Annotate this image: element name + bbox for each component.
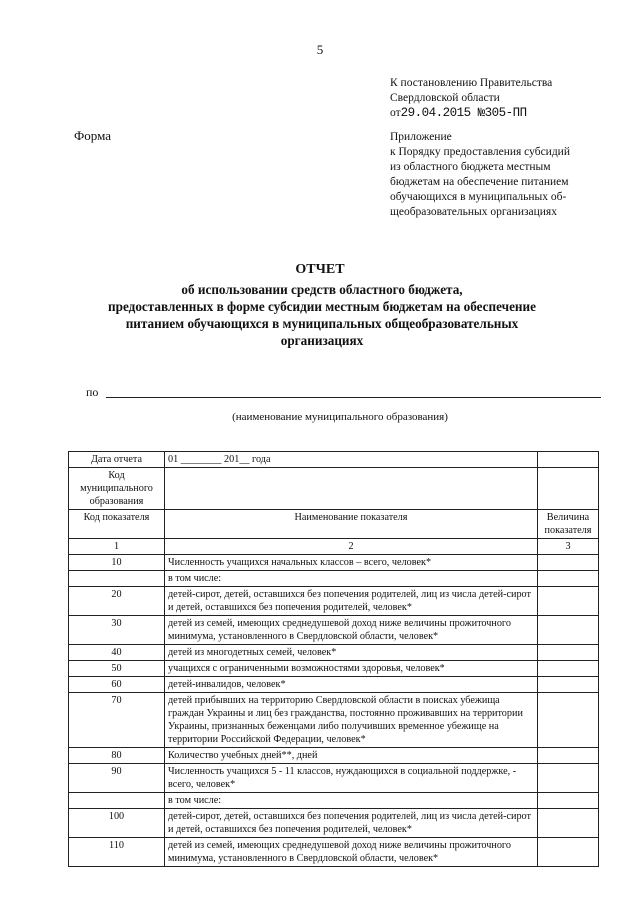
- municipality-name-caption: (наименование муниципального образования): [232, 411, 448, 423]
- municipality-code-extra: [538, 468, 599, 510]
- indicator-name: детей-инвалидов, человек*: [165, 677, 538, 693]
- indicator-name: детей из многодетных семей, человек*: [165, 645, 538, 661]
- decree-reference: [390, 76, 552, 121]
- decree-line: К постановлению Правительства: [390, 77, 553, 89]
- subtitle-line: организациях: [280, 333, 364, 348]
- indicator-name: учащихся с ограниченными возможностями здоровья, человек*: [165, 661, 538, 677]
- appendix-line: из областного бюджета местным: [390, 161, 551, 173]
- indicator-value-cell[interactable]: [538, 793, 599, 809]
- table-row: [69, 571, 599, 587]
- subtitle-line: предоставленных в форме субсидии местным бюджетам на обеспечение: [108, 299, 536, 314]
- indicator-name: детей из семей, имеющих среднедушевой доход ниже величины прожиточного минимума, установленного в Свердловской области, человек*: [165, 838, 538, 867]
- appendix-line: бюджетам на обеспечение питанием: [390, 176, 569, 188]
- indicator-value-cell[interactable]: [538, 693, 599, 748]
- table-row: [69, 555, 599, 571]
- po-label: по: [86, 385, 99, 399]
- report-date-row: [69, 452, 599, 468]
- municipality-code-row: [69, 468, 599, 510]
- indicator-value-cell[interactable]: [538, 587, 599, 616]
- report-subtitle: [52, 281, 592, 349]
- report-title: ОТЧЕТ: [295, 262, 345, 277]
- table-row: [69, 748, 599, 764]
- table-row: [69, 809, 599, 838]
- report-table: [68, 451, 599, 867]
- indicator-name: в том числе:: [165, 793, 538, 809]
- column-number: 2: [165, 539, 538, 555]
- indicator-name: детей прибывших на территорию Свердловской области в поисках убежища граждан Украины и лиц без гражданства, постоянно проживавших на территории Украины, признанных беженцами либо получивших временное убежище на территории Российской Федерации, человек*: [165, 693, 538, 748]
- indicator-name: детей-сирот, детей, оставшихся без попечения родителей, лиц из числа детей-сирот и детей, оставшихся без попечения родителей, человек*: [165, 587, 538, 616]
- appendix-line: щеобразовательных организациях: [390, 206, 557, 218]
- municipality-name-field[interactable]: [106, 397, 601, 398]
- indicator-name: Численность учащихся начальных классов – всего, человек*: [165, 555, 538, 571]
- report-date-value[interactable]: 01 ________ 201__ года: [165, 452, 538, 468]
- table-row: [69, 677, 599, 693]
- table-row: [69, 616, 599, 645]
- indicator-value-cell[interactable]: [538, 555, 599, 571]
- indicator-name: детей из семей, имеющих среднедушевой доход ниже величины прожиточного минимума, установленного в Свердловской области, человек*: [165, 616, 538, 645]
- indicator-name: в том числе:: [165, 571, 538, 587]
- municipality-code-label: Код муниципального образования: [69, 468, 165, 510]
- table-header-row: [69, 510, 599, 539]
- appendix-line: к Порядку предоставления субсидий: [390, 146, 570, 158]
- table-row: [69, 838, 599, 867]
- indicator-code: 100: [69, 809, 165, 838]
- table-row: [69, 693, 599, 748]
- decree-date-line: [390, 106, 552, 121]
- form-label: Форма: [74, 128, 111, 143]
- indicator-name: Количество учебных дней**, дней: [165, 748, 538, 764]
- indicator-value-cell[interactable]: [538, 748, 599, 764]
- indicator-code: 80: [69, 748, 165, 764]
- column-numbers-row: [69, 539, 599, 555]
- indicator-code: [69, 793, 165, 809]
- indicator-code: 30: [69, 616, 165, 645]
- appendix-note: [390, 130, 620, 220]
- indicator-value-cell[interactable]: [538, 661, 599, 677]
- indicator-value-cell[interactable]: [538, 616, 599, 645]
- indicator-code: [69, 571, 165, 587]
- decree-date: 29.04.2015 №305-ПП: [400, 106, 527, 120]
- indicator-code: 40: [69, 645, 165, 661]
- indicator-code: 20: [69, 587, 165, 616]
- column-number: 1: [69, 539, 165, 555]
- indicator-code: 10: [69, 555, 165, 571]
- indicator-code: 70: [69, 693, 165, 748]
- indicator-value-cell[interactable]: [538, 677, 599, 693]
- indicator-name: Численность учащихся 5 - 11 классов, нуждающихся в социальной поддержке, - всего, человек*: [165, 764, 538, 793]
- subtitle-line: питанием обучающихся в муниципальных общеобразовательных: [125, 316, 519, 331]
- appendix-line: обучающихся в муниципальных об-: [390, 191, 567, 203]
- indicator-value-cell[interactable]: [538, 809, 599, 838]
- indicator-code: 60: [69, 677, 165, 693]
- indicator-value-cell[interactable]: [538, 838, 599, 867]
- appendix-line: Приложение: [390, 131, 452, 143]
- table-row: [69, 645, 599, 661]
- indicator-code: 90: [69, 764, 165, 793]
- indicator-value-cell[interactable]: [538, 571, 599, 587]
- table-row: [69, 793, 599, 809]
- table-row: [69, 661, 599, 677]
- decree-line: Свердловской области: [390, 92, 500, 104]
- header-value: Величина показателя: [538, 510, 599, 539]
- indicator-value-cell[interactable]: [538, 645, 599, 661]
- header-code: Код показателя: [69, 510, 165, 539]
- indicator-code: 50: [69, 661, 165, 677]
- indicator-value-cell[interactable]: [538, 764, 599, 793]
- municipality-code-value[interactable]: [165, 468, 538, 510]
- decree-prefix: от: [390, 107, 401, 119]
- report-date-extra: [538, 452, 599, 468]
- table-row: [69, 764, 599, 793]
- report-date-label: Дата отчета: [69, 452, 165, 468]
- column-number: 3: [538, 539, 599, 555]
- indicator-code: 110: [69, 838, 165, 867]
- page-number: 5: [316, 42, 324, 57]
- indicator-name: детей-сирот, детей, оставшихся без попечения родителей, лиц из числа детей-сирот и детей, оставшихся без попечения родителей, человек*: [165, 809, 538, 838]
- subtitle-line: об использовании средств областного бюджета,: [181, 282, 463, 297]
- header-name: Наименование показателя: [165, 510, 538, 539]
- table-row: [69, 587, 599, 616]
